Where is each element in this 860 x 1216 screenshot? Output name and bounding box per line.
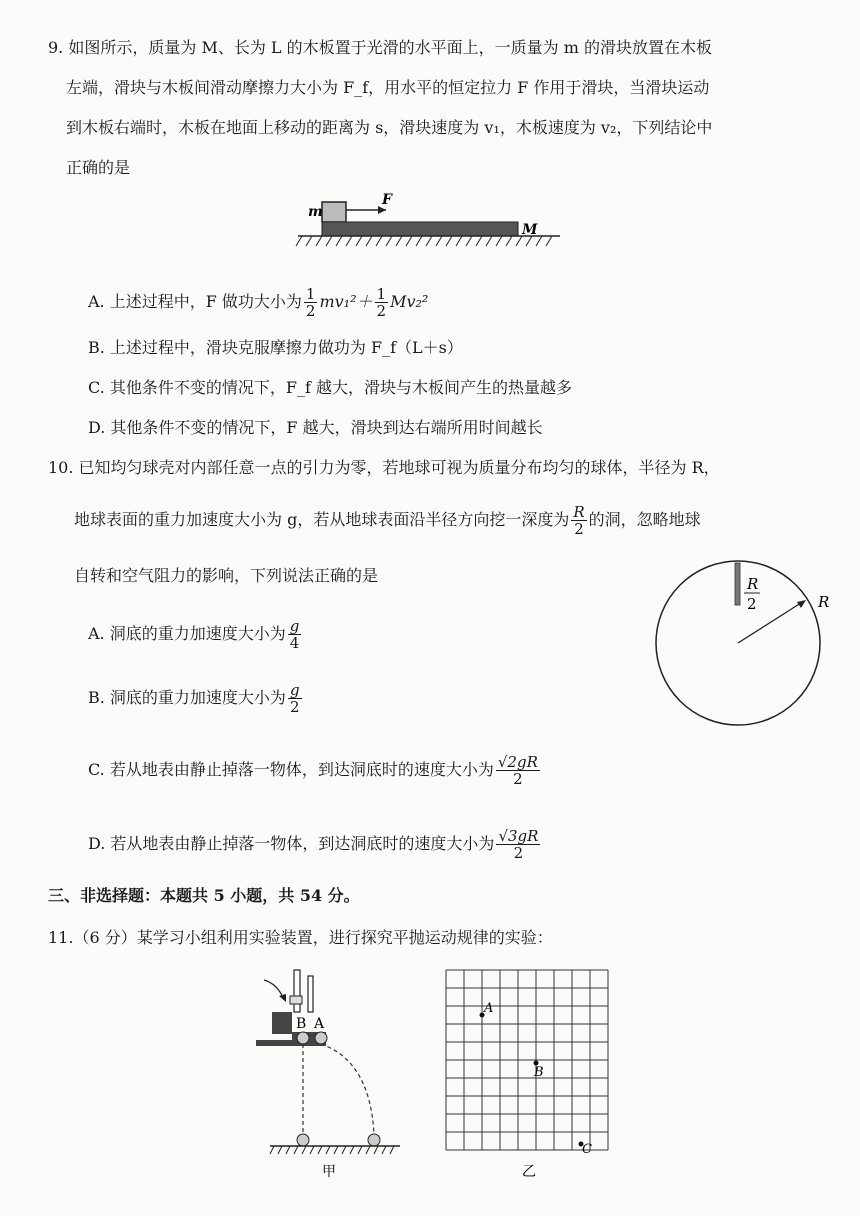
stand-block bbox=[272, 1012, 292, 1034]
q10-line3: 自转和空气阻力的影响，下列说法正确的是 bbox=[74, 566, 379, 585]
wooden-board bbox=[322, 222, 518, 236]
fraction: $\frac{1}{2}$ bbox=[305, 284, 316, 320]
label-point-c: C bbox=[582, 1142, 592, 1157]
q10-option-a-text: A. 洞底的重力加速度大小为 bbox=[88, 624, 286, 643]
label-R: R bbox=[818, 593, 830, 611]
fraction: $\frac{g}{2}$ bbox=[289, 680, 300, 716]
label-m: m bbox=[308, 204, 323, 220]
label-a: A bbox=[314, 1016, 325, 1032]
q9-line1: 9. 如图所示，质量为 M、长为 L 的木板置于光滑的水平面上，一质量为 m 的滑块放置在木板 bbox=[48, 38, 712, 57]
fraction: $\frac{R}{2}$ bbox=[573, 502, 585, 538]
q9-figure bbox=[290, 188, 570, 252]
grid-lines bbox=[446, 970, 608, 1150]
label-point-a: A bbox=[484, 1001, 494, 1016]
section-heading: 三、非选择题：本题共 5 小题，共 54 分。 bbox=[48, 886, 360, 905]
label-r-num: R bbox=[747, 575, 759, 593]
q9-line4: 正确的是 bbox=[66, 158, 131, 177]
label-r-den: 2 bbox=[747, 595, 757, 613]
label-F: F bbox=[382, 192, 392, 208]
q10-line2-post: 的洞，忽略地球 bbox=[588, 510, 701, 529]
q9-option-a-text: A. 上述过程中，F 做功大小为 bbox=[88, 292, 302, 311]
q10-option-b-text: B. 洞底的重力加速度大小为 bbox=[88, 688, 286, 707]
ball-b bbox=[297, 1032, 309, 1044]
q10-option-b bbox=[88, 676, 304, 720]
caption-jia: 甲 bbox=[322, 1164, 336, 1180]
q10-option-c-text: C. 若从地表由静止掉落一物体，到达洞底时的速度大小为 bbox=[88, 760, 494, 779]
q11-figure-apparatus bbox=[250, 966, 410, 1182]
hole-shaft bbox=[735, 563, 740, 605]
q10-option-c bbox=[88, 748, 542, 792]
q10-option-d bbox=[88, 822, 542, 866]
fraction: $\frac{√2gR}{2}$ bbox=[497, 752, 538, 788]
q11-figure-grid bbox=[440, 966, 620, 1182]
label-b: B bbox=[296, 1016, 307, 1032]
q9-option-a-term1: mv₁²＋ bbox=[319, 292, 373, 311]
q9-option-a bbox=[88, 282, 428, 322]
fraction: $\frac{g}{4}$ bbox=[289, 616, 300, 652]
label-M: M bbox=[522, 222, 538, 238]
q9-option-c: C. 其他条件不变的情况下，F_f 越大，滑块与木板间产生的热量越多 bbox=[88, 378, 572, 397]
q9-option-d: D. 其他条件不变的情况下，F 越大，滑块到达右端所用时间越长 bbox=[88, 418, 543, 437]
hammer-post bbox=[294, 970, 300, 1012]
q10-option-a bbox=[88, 612, 303, 656]
q10-figure bbox=[640, 555, 850, 730]
slider-block bbox=[322, 202, 346, 222]
label-point-b: B bbox=[534, 1065, 544, 1080]
fraction: $\frac{1}{2}$ bbox=[376, 284, 387, 320]
fraction: $\frac{√3gR}{2}$ bbox=[498, 826, 539, 862]
ball-a bbox=[315, 1032, 327, 1044]
q10-line2-pre: 地球表面的重力加速度大小为 g，若从地球表面沿半径方向挖一深度为 bbox=[74, 510, 570, 529]
caption-yi: 乙 bbox=[522, 1164, 536, 1180]
q11-line1: 11.（6 分）某学习小组利用实验装置，进行探究平抛运动规律的实验： bbox=[48, 928, 553, 947]
projectile-path bbox=[321, 1044, 374, 1134]
q9-line3: 到木板右端时，木板在地面上移动的距离为 s，滑块速度为 v₁，木板速度为 v₂，下列结论中 bbox=[66, 118, 713, 137]
q9-option-b: B. 上述过程中，滑块克服摩擦力做功为 F_f（L＋s） bbox=[88, 338, 463, 357]
q9-line2: 左端，滑块与木板间滑动摩擦力大小为 F_f，用水平的恒定拉力 F 作用于滑块，当滑块运动 bbox=[66, 78, 710, 97]
q10-line2 bbox=[74, 498, 701, 542]
q10-line1: 10. 已知均匀球壳对内部任意一点的引力为零，若地球可视为质量分布均匀的球体，半径为 R， bbox=[48, 458, 720, 477]
q9-option-a-term2: Mv₂² bbox=[390, 292, 429, 311]
q10-option-d-text: D. 若从地表由静止掉落一物体，到达洞底时的速度大小为 bbox=[88, 834, 495, 853]
